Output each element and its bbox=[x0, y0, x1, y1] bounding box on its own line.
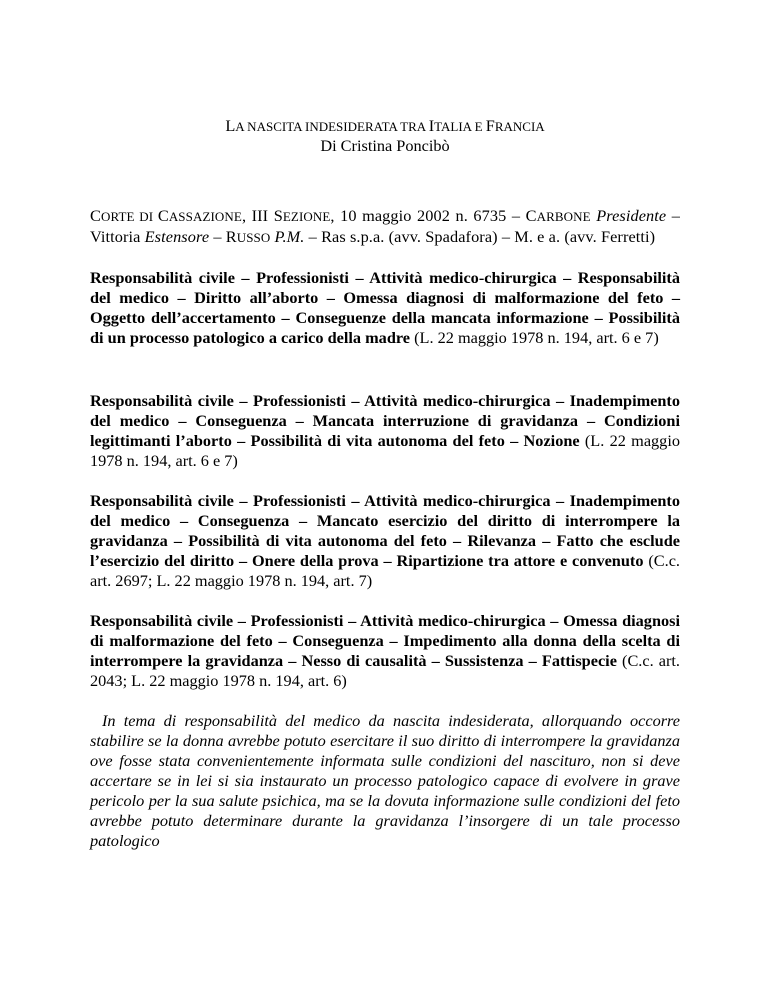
massima-headings: Responsabilità civile – Professionisti – Attività medico-chirurgica – Omessa diagnosi di malformazione del feto – Conseguenza – Impedimento alla donna della scelta di interrompere la gravidanza – Nesso di causalità – Sussistenza – Fattispecie bbox=[90, 611, 680, 670]
citation-dash: – bbox=[209, 227, 226, 246]
massima-reference: (L. 22 maggio 1978 n. 194, art. 6 e 7) bbox=[90, 431, 680, 470]
citation-presidente: Presidente bbox=[596, 206, 667, 225]
citation-cassazione-cap: C bbox=[157, 206, 169, 225]
massima-paragraph bbox=[90, 268, 680, 348]
citation-cassazione-small: ASSAZIONE bbox=[168, 209, 242, 224]
citation-date: , 10 maggio 2002 n. 6735 – bbox=[330, 206, 526, 225]
citation-corte-small: ORTE DI bbox=[100, 209, 158, 224]
document-page bbox=[90, 116, 680, 867]
citation-vittoria: – Vittoria bbox=[90, 206, 680, 246]
abstract-paragraph: In tema di responsabilità del medico da nascita indesiderata, allorquando occorre stabilire se la donna avrebbe potuto esercitare il suo diritto di interrompere la gravidanza ove fosse stata convenientemente informata sulle condizioni del nascituro, non si deve accertare se in lei si sia instaurato un processo patologico capace di evolvere in grave pericolo per la sua salute psichica, ma se la dovuta informazione sulle condizioni del feto avrebbe potuto determinare durante la gravidanza l’insorgere di un tale processo patologico bbox=[90, 711, 680, 850]
title-small-2: TALIA E bbox=[434, 119, 486, 134]
citation-carbone-small: ARBONE bbox=[536, 209, 591, 224]
case-citation bbox=[90, 206, 680, 248]
title-cap-2: I bbox=[428, 116, 435, 135]
citation-sezione-prefix: , III bbox=[241, 206, 274, 225]
massima-reference: (L. 22 maggio 1978 n. 194, art. 6 e 7) bbox=[410, 328, 659, 347]
author-line: Di Cristina Poncibò bbox=[320, 136, 450, 155]
title-cap-1: L bbox=[225, 116, 236, 135]
massima-headings: Responsabilità civile – Professionisti – Attività medico-chirurgica – Responsabilità del medico – Diritto all’aborto – Omessa diagnosi di malformazione del feto – Oggetto dell’accertamento – Conseguenze della mancata informazione – Possibilità di un processo patologico a carico della madre bbox=[90, 268, 680, 347]
massima-paragraph bbox=[90, 611, 680, 691]
citation-estensore: Estensore bbox=[144, 227, 210, 246]
title-cap-3: F bbox=[485, 116, 495, 135]
citation-parties: – Ras s.p.a. (avv. Spadafora) – M. e a. (avv. Ferretti) bbox=[304, 227, 656, 246]
title-small-1: A NASCITA INDESIDERATA TRA bbox=[235, 119, 429, 134]
title-block bbox=[90, 116, 680, 155]
massima-paragraph bbox=[90, 391, 680, 471]
massima-paragraph bbox=[90, 491, 680, 591]
citation-russo-small: USSO bbox=[236, 230, 271, 245]
massima-reference: (C.c. art. 2697; L. 22 maggio 1978 n. 194, art. 7) bbox=[90, 551, 680, 590]
citation-sezione-small: EZIONE bbox=[282, 209, 331, 224]
massima-reference: (C.c. art. 2043; L. 22 maggio 1978 n. 194, art. 6) bbox=[90, 651, 681, 690]
citation-pm: P.M. bbox=[274, 227, 305, 246]
document-title bbox=[90, 116, 680, 136]
citation-corte-cap: C bbox=[90, 206, 101, 225]
citation-russo-cap: R bbox=[225, 227, 237, 246]
citation-sezione-cap: S bbox=[273, 206, 283, 225]
massima-headings: Responsabilità civile – Professionisti – Attività medico-chirurgica – Inadempimento del medico – Conseguenza – Mancata interruzione di gravidanza – Condizioni legittimanti l’aborto – Possibilità di vita autonoma del feto – Nozione bbox=[90, 391, 680, 450]
massima-headings: Responsabilità civile – Professionisti – Attività medico-chirurgica – Inadempimento del medico – Conseguenza – Mancato esercizio del diritto di interrompere la gravidanza – Possibilità di vita autonoma del feto – Rilevanza – Fatto che esclude l’esercizio del diritto – Onere della prova – Ripartizione tra attore e convenuto bbox=[90, 491, 680, 570]
citation-carbone-cap: C bbox=[525, 206, 537, 225]
title-small-3: RANCIA bbox=[494, 119, 545, 134]
